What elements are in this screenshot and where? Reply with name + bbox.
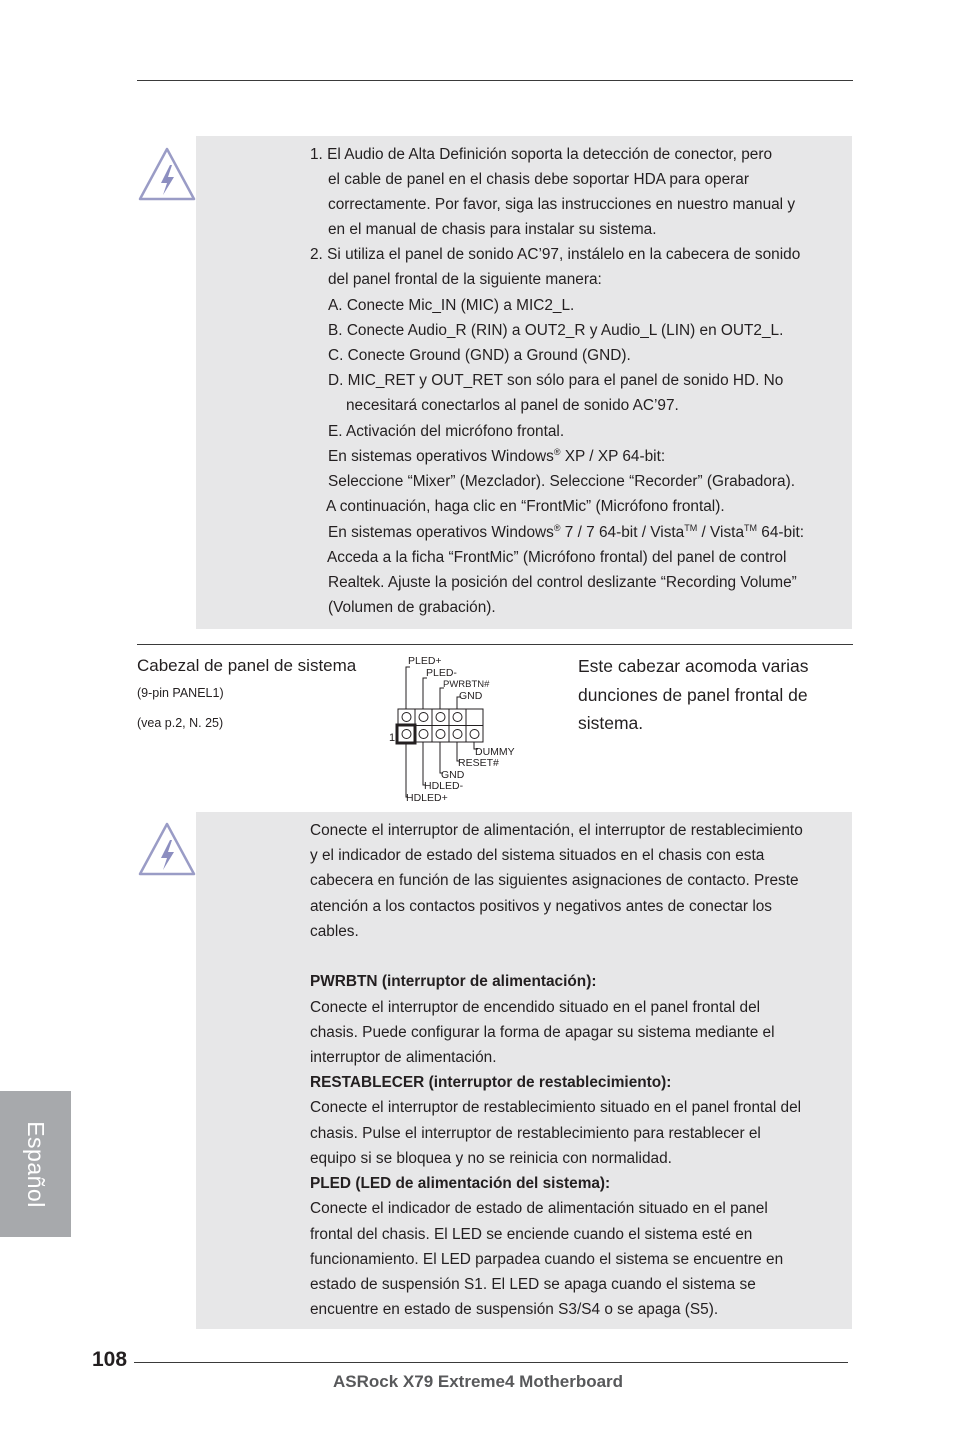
note-line: Conecte el indicador de estado de alimentación situado en el panel xyxy=(310,1200,768,1217)
note-line: E. Activación del micrófono frontal. xyxy=(328,423,565,440)
panel-header-diagram xyxy=(388,652,524,804)
note-line: chasis. Puede configurar la forma de apagar su sistema mediante el xyxy=(310,1024,775,1041)
reset-heading: RESTABLECER (interruptor de restablecimiento): xyxy=(310,1074,672,1091)
os-mid2: / Vista xyxy=(697,524,744,541)
page-number: 108 xyxy=(92,1348,128,1371)
pled-heading: PLED (LED de alimentación del sistema): xyxy=(310,1175,611,1192)
note-line: Seleccione “Mixer” (Mezclador). Seleccione “Recorder” (Grabadora). xyxy=(328,473,796,490)
trademark-mark: TM xyxy=(744,522,757,533)
label-hdled-minus: HDLED- xyxy=(424,780,464,792)
os-prefix: En sistemas operativos Windows xyxy=(328,448,554,465)
language-side-label xyxy=(0,1091,71,1237)
label-gnd-bottom: GND xyxy=(441,769,465,781)
note-line: (Volumen de grabación). xyxy=(328,599,496,616)
note-line: del panel frontal de la siguiente manera: xyxy=(328,271,602,288)
note-line: A continuación, haga clic en “FrontMic” (Micrófono frontal). xyxy=(326,498,725,515)
language-text: Español xyxy=(23,1120,49,1208)
note-line: 2. Si utiliza el panel de sonido AC’97, instálelo en la cabecera de sonido xyxy=(310,246,801,263)
note-line: encuentre en estado de suspensión S3/S4 o se apaga (S5). xyxy=(310,1301,719,1318)
label-pled-minus: PLED- xyxy=(426,667,457,679)
note-line: cables. xyxy=(310,923,359,940)
note-line: necesitará conectarlos al panel de sonido AC’97. xyxy=(346,397,679,414)
header-pin-label: (9-pin PANEL1) xyxy=(137,686,224,700)
note-line: en el manual de chasis para instalar su sistema. xyxy=(328,221,657,238)
note-line: interruptor de alimentación. xyxy=(310,1049,497,1066)
os-vista-line xyxy=(328,523,804,543)
note-line: Realtek. Ajuste la posición del control deslizante “Recording Volume” xyxy=(328,574,797,591)
section-rule xyxy=(137,644,853,645)
warning-icon xyxy=(137,820,197,878)
os-suffix: 64-bit: xyxy=(757,524,805,541)
note-line: cabecera en función de las siguientes asignaciones de contacto. Preste xyxy=(310,872,799,889)
os-suffix: XP / XP 64-bit: xyxy=(560,448,666,465)
note-line: Acceda a la ficha “FrontMic” (Micrófono frontal) del panel de control xyxy=(327,549,787,566)
registered-mark: ® xyxy=(553,522,561,533)
label-hdled-plus: HDLED+ xyxy=(406,792,448,804)
label-reset: RESET# xyxy=(458,757,499,769)
note-line: funcionamiento. El LED parpadea cuando el sistema se encuentre en xyxy=(310,1251,784,1268)
header-title: Cabezal de panel de sistema xyxy=(137,656,357,675)
label-gnd-top: GND xyxy=(459,690,483,702)
note-line: y el indicador de estado del sistema situados en el chasis con esta xyxy=(310,847,765,864)
warning-icon xyxy=(137,145,197,203)
pwrbtn-heading: PWRBTN (interruptor de alimentación): xyxy=(310,973,597,990)
note-line: Conecte el interruptor de alimentación, el interruptor de restablecimiento xyxy=(310,822,803,839)
note-line: estado de suspensión S1. El LED se apaga cuando el sistema se xyxy=(310,1276,756,1293)
trademark-mark: TM xyxy=(684,522,698,533)
note-line: frontal del chasis. El LED se enciende cuando el sistema esté en xyxy=(310,1226,753,1243)
note-line: chasis. Pulse el interruptor de restablecimiento para restablecer el xyxy=(310,1125,761,1142)
label-pin1: 1 xyxy=(389,732,396,744)
note-line: el cable de panel en el chasis debe soportar HDA para operar xyxy=(328,171,749,188)
note-line: correctamente. Por favor, siga las instrucciones en nuestro manual y xyxy=(328,196,796,213)
top-rule xyxy=(137,80,853,81)
note-line: Conecte el interruptor de encendido situado en el panel frontal del xyxy=(310,999,761,1016)
footer-title: ASRock X79 Extreme4 Motherboard xyxy=(333,1372,624,1391)
header-description-line: sistema. xyxy=(578,713,644,733)
note-line: equipo si se bloquea y no se reinicia con normalidad. xyxy=(310,1150,672,1167)
pin1-marker xyxy=(397,725,415,743)
label-pled-plus: PLED+ xyxy=(408,655,442,667)
note-line: A. Conecte Mic_IN (MIC) a MIC2_L. xyxy=(328,297,575,314)
registered-mark: ® xyxy=(553,446,561,457)
footer-rule xyxy=(134,1362,848,1363)
header-description-line: Este cabezar acomoda varias xyxy=(578,656,809,676)
note-line: Conecte el interruptor de restablecimiento situado en el panel frontal del xyxy=(310,1099,802,1116)
note-line: 1. El Audio de Alta Definición soporta la detección de conector, pero xyxy=(310,146,773,163)
header-reference: (vea p.2, N. 25) xyxy=(137,716,224,730)
os-prefix: En sistemas operativos Windows xyxy=(328,524,554,541)
os-xp-line xyxy=(328,447,665,467)
note-line: C. Conecte Ground (GND) a Ground (GND). xyxy=(328,347,631,364)
note-line: B. Conecte Audio_R (RIN) a OUT2_R y Audio_L (LIN) en OUT2_L. xyxy=(328,322,784,339)
os-mid: 7 / 7 64-bit / Vista xyxy=(560,524,685,541)
note-line: atención a los contactos positivos y negativos antes de conectar los xyxy=(310,898,772,915)
note-line: D. MIC_RET y OUT_RET son sólo para el panel de sonido HD. No xyxy=(328,372,784,389)
label-dummy: DUMMY xyxy=(475,746,515,758)
label-pwrbtn: PWRBTN# xyxy=(443,679,490,690)
header-description-line: dunciones de panel frontal de xyxy=(578,685,808,705)
